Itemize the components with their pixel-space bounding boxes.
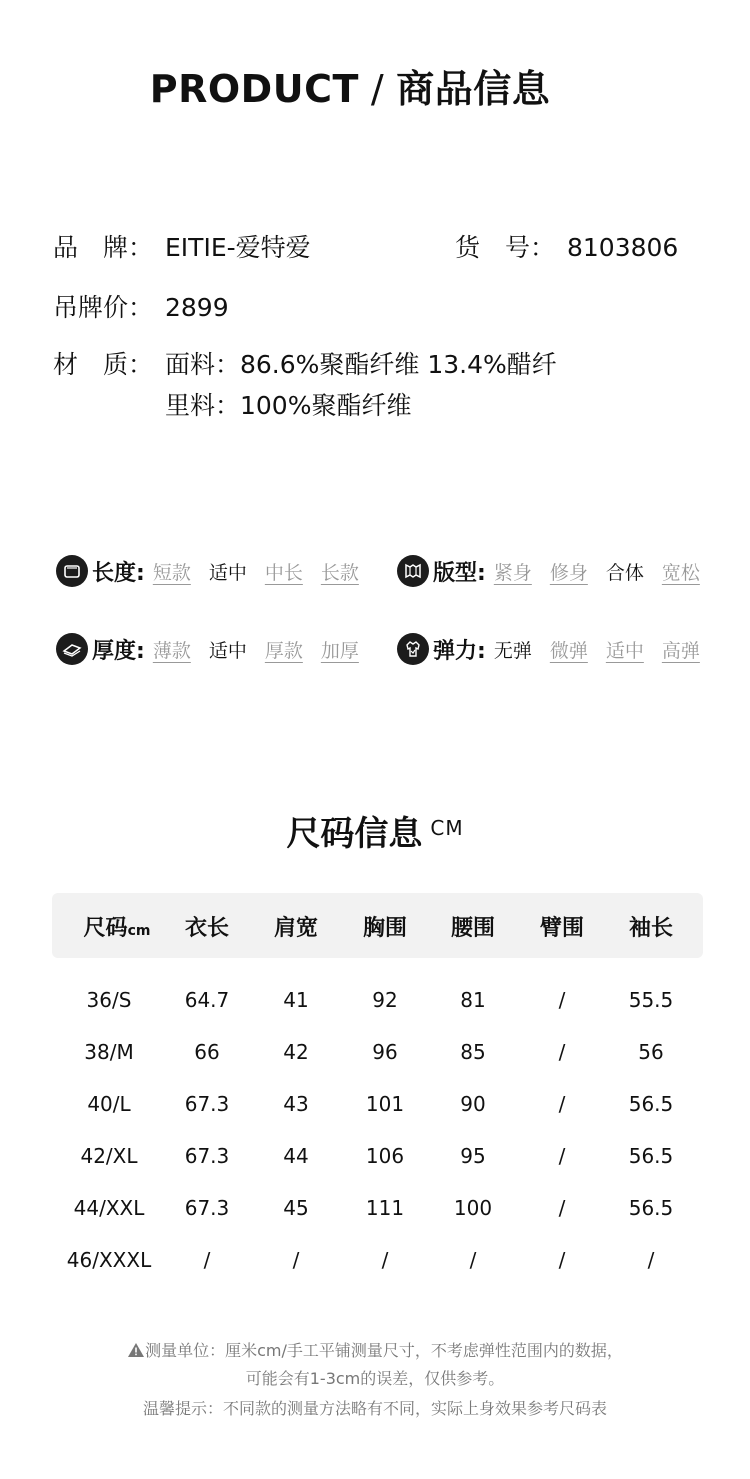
length-option: 短款 bbox=[152, 561, 191, 584]
table-cell: 85 bbox=[460, 1040, 486, 1064]
material-line-2: 里料：100%聚酯纤维 bbox=[165, 391, 412, 420]
size-title-text: 尺码信息 bbox=[286, 814, 423, 854]
thickness-option-selected: 适中 bbox=[208, 639, 247, 662]
table-cell: / bbox=[647, 1248, 655, 1272]
table-cell: 41 bbox=[283, 988, 309, 1012]
elasticity-icon bbox=[397, 633, 429, 665]
size-label-cell: 36/S bbox=[86, 988, 132, 1012]
table-cell: 66 bbox=[194, 1040, 220, 1064]
table-cell: 90 bbox=[460, 1092, 486, 1116]
attr-elasticity bbox=[397, 633, 700, 665]
table-cell: / bbox=[469, 1248, 477, 1272]
table-cell: 56.5 bbox=[628, 1196, 674, 1220]
note-line-1-text: 测量单位：厘米cm/手工平铺测量尺寸，不考虑弹性范围内的数据， bbox=[145, 1341, 623, 1360]
table-cell: 43 bbox=[283, 1092, 309, 1116]
sku-label: 货 号： bbox=[455, 233, 556, 262]
size-label-cell: 44/XXL bbox=[73, 1196, 145, 1220]
size-table-header bbox=[52, 893, 703, 958]
attr-length-label: 长度: bbox=[92, 560, 145, 586]
length-icon bbox=[56, 555, 88, 587]
size-label-cell: 38/M bbox=[84, 1040, 134, 1064]
table-cell: 106 bbox=[365, 1144, 405, 1168]
sku-value: 8103806 bbox=[567, 233, 679, 262]
material-row bbox=[53, 345, 557, 381]
material-label: 材 质： bbox=[53, 350, 154, 379]
thickness-option: 厚款 bbox=[264, 639, 303, 662]
table-cell: 56 bbox=[638, 1040, 664, 1064]
table-cell: 56.5 bbox=[628, 1092, 674, 1116]
size-label-cell: 46/XXXL bbox=[66, 1248, 152, 1272]
sku-row bbox=[455, 228, 678, 264]
length-option-selected: 适中 bbox=[208, 561, 247, 584]
table-cell: / bbox=[292, 1248, 300, 1272]
table-cell: 45 bbox=[283, 1196, 309, 1220]
title-en: PRODUCT bbox=[149, 67, 359, 111]
size-unit: CM bbox=[430, 816, 464, 840]
header-chest: 胸围 bbox=[362, 916, 407, 941]
header-length: 衣长 bbox=[184, 916, 229, 941]
table-cell: / bbox=[558, 1196, 566, 1220]
fit-option-selected: 合体 bbox=[605, 561, 644, 584]
table-cell: / bbox=[558, 1040, 566, 1064]
attr-length bbox=[56, 555, 359, 587]
header-size-label: 尺码 bbox=[83, 916, 128, 941]
fit-option: 紧身 bbox=[493, 561, 532, 584]
attr-thickness-label: 厚度: bbox=[92, 638, 145, 664]
elasticity-option: 高弹 bbox=[661, 639, 700, 662]
table-cell: 100 bbox=[453, 1196, 493, 1220]
table-cell: / bbox=[558, 1092, 566, 1116]
note-line-1 bbox=[0, 1338, 750, 1361]
table-cell: 81 bbox=[460, 988, 486, 1012]
material-line-1: 面料：86.6%聚酯纤维 13.4%醋纤 bbox=[165, 350, 557, 379]
table-cell: 96 bbox=[372, 1040, 398, 1064]
table-cell: 44 bbox=[283, 1144, 309, 1168]
attr-fit bbox=[397, 555, 700, 587]
table-cell: 95 bbox=[460, 1144, 486, 1168]
header-waist: 腰围 bbox=[450, 916, 495, 941]
size-label-cell: 40/L bbox=[87, 1092, 131, 1116]
thickness-option: 薄款 bbox=[152, 639, 191, 662]
length-option: 长款 bbox=[320, 561, 359, 584]
elasticity-option-selected: 无弹 bbox=[493, 639, 532, 662]
header-sleeve: 袖长 bbox=[628, 916, 673, 941]
table-cell: 55.5 bbox=[628, 988, 674, 1012]
attr-fit-label: 版型: bbox=[433, 560, 486, 586]
brand-row bbox=[53, 228, 311, 264]
table-cell: 67.3 bbox=[184, 1196, 230, 1220]
note-line-2: 可能会有1-3cm的误差，仅供参考。 bbox=[245, 1369, 505, 1388]
brand-label: 品 牌： bbox=[53, 233, 154, 262]
attr-thickness bbox=[56, 633, 359, 665]
fit-option: 宽松 bbox=[661, 561, 700, 584]
table-cell: 67.3 bbox=[184, 1144, 230, 1168]
price-label: 吊牌价： bbox=[53, 293, 154, 322]
header-arm: 臂围 bbox=[539, 916, 584, 941]
fit-option: 修身 bbox=[549, 561, 588, 584]
header-size bbox=[67, 911, 167, 942]
price-value: 2899 bbox=[165, 293, 229, 322]
elasticity-option: 微弹 bbox=[549, 639, 588, 662]
length-option: 中长 bbox=[264, 561, 303, 584]
table-cell: / bbox=[381, 1248, 389, 1272]
size-title bbox=[0, 806, 750, 855]
header-size-unit: cm bbox=[127, 923, 151, 939]
thickness-option: 加厚 bbox=[320, 639, 359, 662]
table-cell: / bbox=[558, 1248, 566, 1272]
price-row bbox=[53, 288, 229, 324]
fit-icon bbox=[397, 555, 429, 587]
title-separator: / bbox=[370, 67, 385, 111]
table-cell: / bbox=[558, 988, 566, 1012]
title-cn: 商品信息 bbox=[396, 67, 551, 111]
table-cell: 101 bbox=[365, 1092, 405, 1116]
page-title bbox=[0, 58, 700, 113]
elasticity-option: 适中 bbox=[605, 639, 644, 662]
table-cell: 42 bbox=[283, 1040, 309, 1064]
table-cell: 111 bbox=[365, 1196, 405, 1220]
size-label-cell: 42/XL bbox=[80, 1144, 138, 1168]
table-cell: 56.5 bbox=[628, 1144, 674, 1168]
table-cell: 92 bbox=[372, 988, 398, 1012]
attr-elasticity-label: 弹力: bbox=[433, 638, 486, 664]
brand-value: EITIE-爱特爱 bbox=[165, 233, 311, 262]
thickness-icon bbox=[56, 633, 88, 665]
table-cell: 67.3 bbox=[184, 1092, 230, 1116]
table-cell: / bbox=[203, 1248, 211, 1272]
table-cell: / bbox=[558, 1144, 566, 1168]
header-shoulder: 肩宽 bbox=[273, 916, 318, 941]
warning-icon bbox=[127, 1342, 145, 1358]
table-cell: 64.7 bbox=[184, 988, 230, 1012]
note-line-3: 温馨提示：不同款的测量方法略有不同，实际上身效果参考尺码表 bbox=[142, 1399, 607, 1418]
